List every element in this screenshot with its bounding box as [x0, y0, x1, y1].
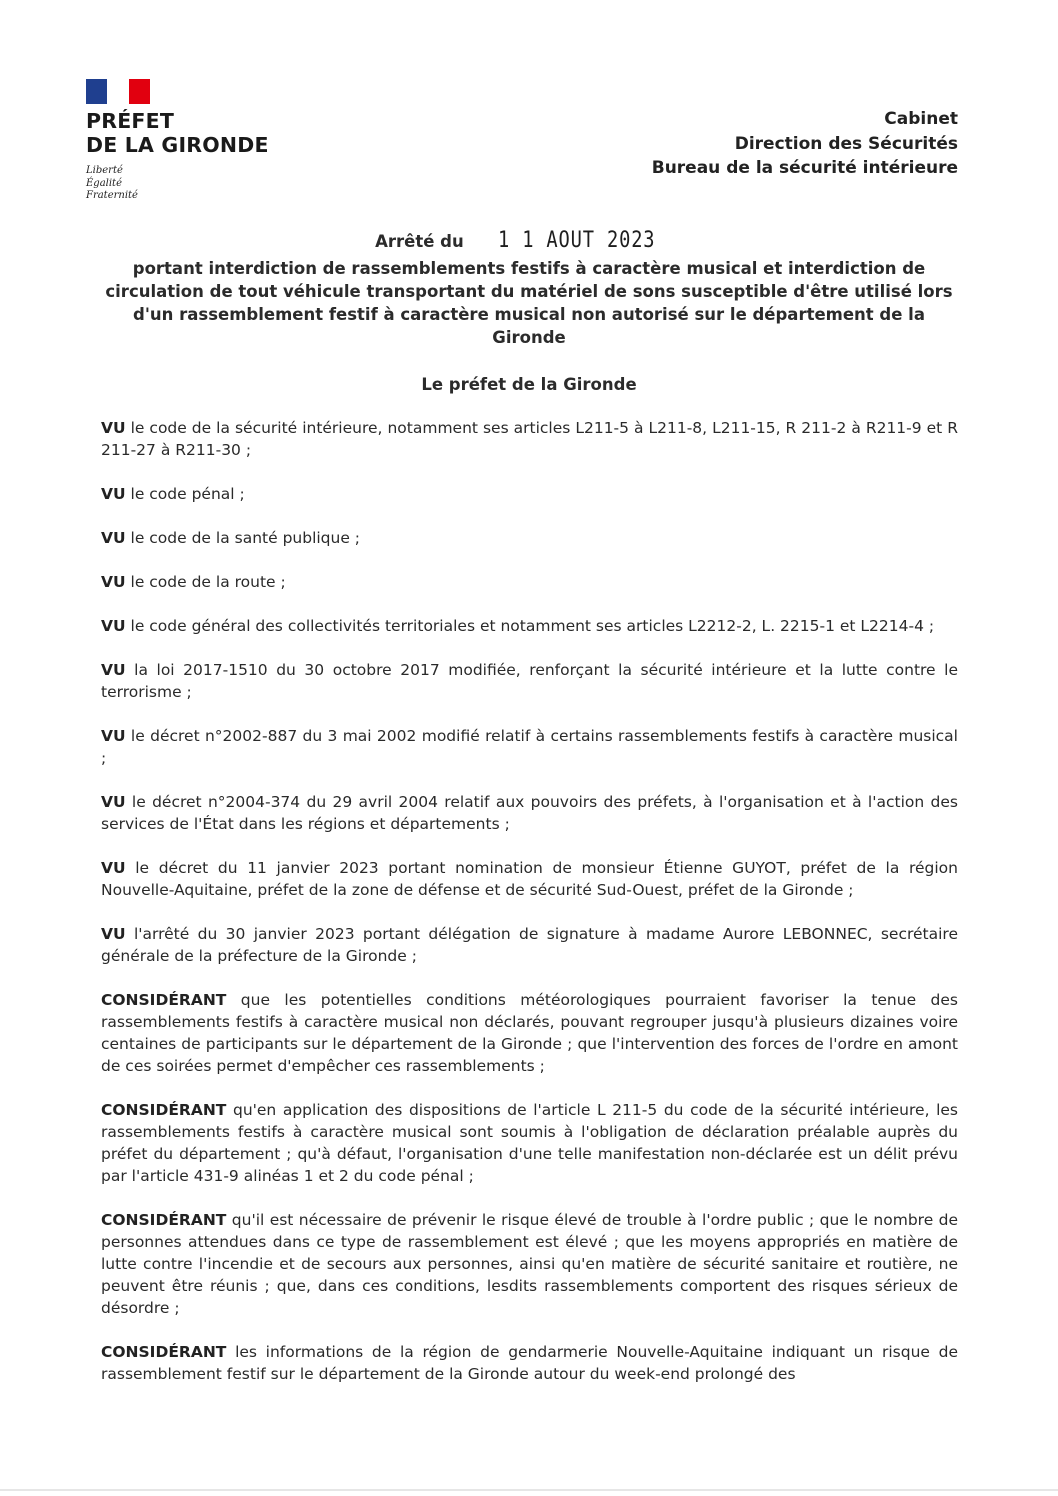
paragraph-text: le code général des collectivités territoriales et notamment ses articles L2212-2, L. 2215-1 et L2214-4 ; — [125, 617, 935, 635]
paragraph-keyword: CONSIDÉRANT — [101, 1343, 227, 1361]
paragraph — [101, 1209, 958, 1319]
paragraph — [101, 923, 958, 967]
paragraph — [101, 527, 958, 549]
paragraph-keyword: CONSIDÉRANT — [101, 1101, 227, 1119]
paragraph-keyword: VU — [101, 529, 126, 547]
service-cabinet: Cabinet — [884, 109, 958, 129]
logo-title — [86, 109, 306, 157]
paragraph — [101, 791, 958, 835]
decree-subject: portant interdiction de rassemblements festifs à caractère musical et interdiction de circulation de tout véhicule transportant du matériel de sons susceptible d'être utilisé lors d'un rassemblement festif à caractère musical non autorisé sur le département de la Gironde — [105, 259, 953, 347]
paragraph-text: le code pénal ; — [125, 485, 245, 503]
prefecture-logo — [86, 79, 306, 203]
paragraph-text: le code de la sécurité intérieure, notamment ses articles L211-5 à L211-8, L211-15, R 211-2 à R211-9 et R 211-27 à R211-30 ; — [101, 419, 958, 459]
paragraph-text: le code de la route ; — [125, 573, 286, 591]
decree-body — [101, 417, 958, 1407]
paragraph-keyword: CONSIDÉRANT — [101, 1211, 227, 1229]
paragraph-text: le code de la santé publique ; — [125, 529, 361, 547]
paragraph-keyword: CONSIDÉRANT — [101, 991, 227, 1009]
paragraph-keyword: VU — [101, 661, 126, 679]
marianne-flag-icon — [86, 79, 150, 104]
motto-egalite: Égalité — [86, 177, 122, 189]
paragraph-text: la loi 2017-1510 du 30 octobre 2017 modifiée, renforçant la sécurité intérieure et la lutte contre le terrorisme ; — [101, 661, 958, 701]
paragraph — [101, 483, 958, 505]
paragraph — [101, 989, 958, 1077]
paragraph-keyword: VU — [101, 793, 126, 811]
decree-author: Le préfet de la Gironde — [421, 375, 637, 394]
republic-motto — [86, 165, 306, 203]
paragraph — [101, 857, 958, 901]
paragraph-text: le décret n°2004-374 du 29 avril 2004 relatif aux pouvoirs des préfets, à l'organisation et à l'action des services de l'État dans les régions et départements ; — [101, 793, 958, 833]
paragraph-keyword: VU — [101, 859, 126, 877]
paragraph — [101, 571, 958, 593]
logo-line-2: DE LA GIRONDE — [86, 133, 269, 157]
paragraph-text: qu'il est nécessaire de prévenir le risque élevé de trouble à l'ordre public ; que le nombre de personnes attendues dans ce type de rassemblement est élevé ; que les moyens appropriés en matière de lutte contre l'incendie et de secours aux personnes, ainsi qu'en matière de sécurité sanitaire et routière, ne peuvent être réunis ; que, dans ces conditions, lesdits rassemblements comportent des risques sérieux de désordre ; — [101, 1211, 958, 1317]
paragraph-text: que les potentielles conditions météorologiques pourraient favoriser la tenue des rassemblements festifs à caractère musical non déclarés, pouvant regrouper jusqu'à plusieurs dizaines voire centaines de participants sur le département de la Gironde ; que l'intervention des forces de l'ordre en amont de ces soirées permet d'empêcher ces rassemblements ; — [101, 991, 958, 1075]
paragraph-text: qu'en application des dispositions de l'article L 211-5 du code de la sécurité intérieure, les rassemblements festifs à caractère musical sont soumis à l'obligation de déclaration préalable auprès du préfet du département ; qu'à défaut, l'organisation d'une telle manifestation non-déclarée est un délit prévu par l'article 431-9 alinéas 1 et 2 du code pénal ; — [101, 1101, 958, 1185]
paragraph — [101, 615, 958, 637]
paragraph-text: l'arrêté du 30 janvier 2023 portant délégation de signature à madame Aurore LEBONNEC, secrétaire générale de la préfecture de la Gironde ; — [101, 925, 958, 965]
paragraph-keyword: VU — [101, 727, 126, 745]
paragraph-keyword: VU — [101, 419, 126, 437]
date-stamp: 1 1 AOUT 2023 — [497, 228, 656, 253]
paragraph — [101, 417, 958, 461]
decree-label: Arrêté du — [375, 232, 464, 251]
logo-line-1: PRÉFET — [86, 109, 175, 133]
paragraph-keyword: VU — [101, 485, 126, 503]
service-direction: Direction des Sécurités — [734, 133, 958, 154]
service-header — [652, 107, 958, 181]
paragraph — [101, 1099, 958, 1187]
motto-liberte: Liberté — [86, 165, 123, 176]
scan-edge-divider — [0, 1489, 1058, 1491]
paragraph-text: les informations de la région de gendarmerie Nouvelle-Aquitaine indiquant un risque de rassemblement festif sur le département de la Gironde autour du week-end prolongé des — [101, 1343, 958, 1383]
paragraph-keyword: VU — [101, 617, 126, 635]
decree-title — [0, 228, 1058, 253]
paragraph — [101, 725, 958, 769]
paragraph — [101, 659, 958, 703]
paragraph — [101, 1341, 958, 1385]
paragraph-text: le décret du 11 janvier 2023 portant nomination de monsieur Étienne GUYOT, préfet de la région Nouvelle-Aquitaine, préfet de la zone de défense et de sécurité Sud-Ouest, préfet de la Gironde ; — [101, 859, 958, 899]
paragraph-keyword: VU — [101, 573, 126, 591]
service-bureau: Bureau de la sécurité intérieure — [651, 158, 958, 178]
paragraph-keyword: VU — [101, 925, 126, 943]
motto-fraternite: Fraternité — [86, 190, 138, 201]
paragraph-text: le décret n°2002-887 du 3 mai 2002 modifié relatif à certains rassemblements festifs à caractère musical ; — [101, 727, 958, 767]
